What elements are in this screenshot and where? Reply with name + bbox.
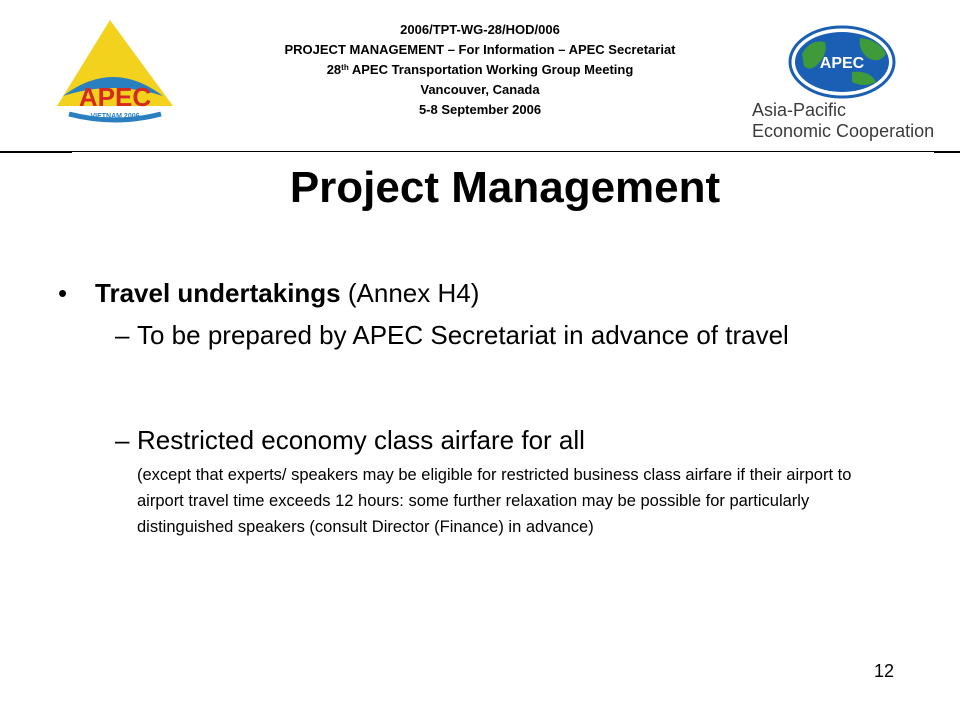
page-number: 12 <box>874 661 895 681</box>
header-rule-left <box>0 151 72 153</box>
header-rule <box>72 151 934 152</box>
subitem-text-1: To be prepared by APEC Secretariat in advance of travel <box>137 320 789 350</box>
meeting-number: 28 <box>326 62 342 77</box>
meeting-title: APEC Transportation Working Group Meeting <box>348 62 634 77</box>
tagline-line2: Economic Cooperation <box>752 121 935 141</box>
tagline-line1: Asia-Pacific <box>752 100 847 120</box>
vn-logo-text: APEC <box>78 82 152 112</box>
header-rule-right <box>934 151 960 153</box>
header-subject: PROJECT MANAGEMENT – For Information – APEC Secretariat <box>284 42 676 57</box>
meeting-name <box>200 60 760 80</box>
meeting-location: Vancouver, Canada <box>420 82 540 97</box>
bullet-text <box>95 275 479 311</box>
bullet-rest-text: (Annex H4) <box>340 278 480 308</box>
vn-logo-subtext: VIETNAM 2006 <box>90 113 140 120</box>
header-block <box>200 20 760 120</box>
bullet-bold-text: Travel undertakings <box>95 278 341 308</box>
note-text: (except that experts/ speakers may be eligible for restricted business class airfare if their airport to airport travel time exceeds 12 hours: some further relaxation may be possible for particularly distinguished speakers (consult Director (Finance) in advance) <box>137 466 852 536</box>
meeting-dates: 5-8 September 2006 <box>418 102 542 117</box>
bullet-marker: • <box>58 278 68 308</box>
meeting-ordinal: th <box>341 63 349 72</box>
doc-code: 2006/TPT-WG-28/HOD/006 <box>400 22 560 37</box>
subitem-marker-1: – <box>115 320 130 350</box>
apec-vietnam-2006-logo <box>55 18 175 123</box>
globe-label: APEC <box>819 55 865 72</box>
subitem-text-2: Restricted economy class airfare for all <box>137 425 585 455</box>
apec-tagline <box>752 100 952 142</box>
slide-title: Project Management <box>289 163 721 212</box>
subitem-marker-2: – <box>115 425 130 455</box>
